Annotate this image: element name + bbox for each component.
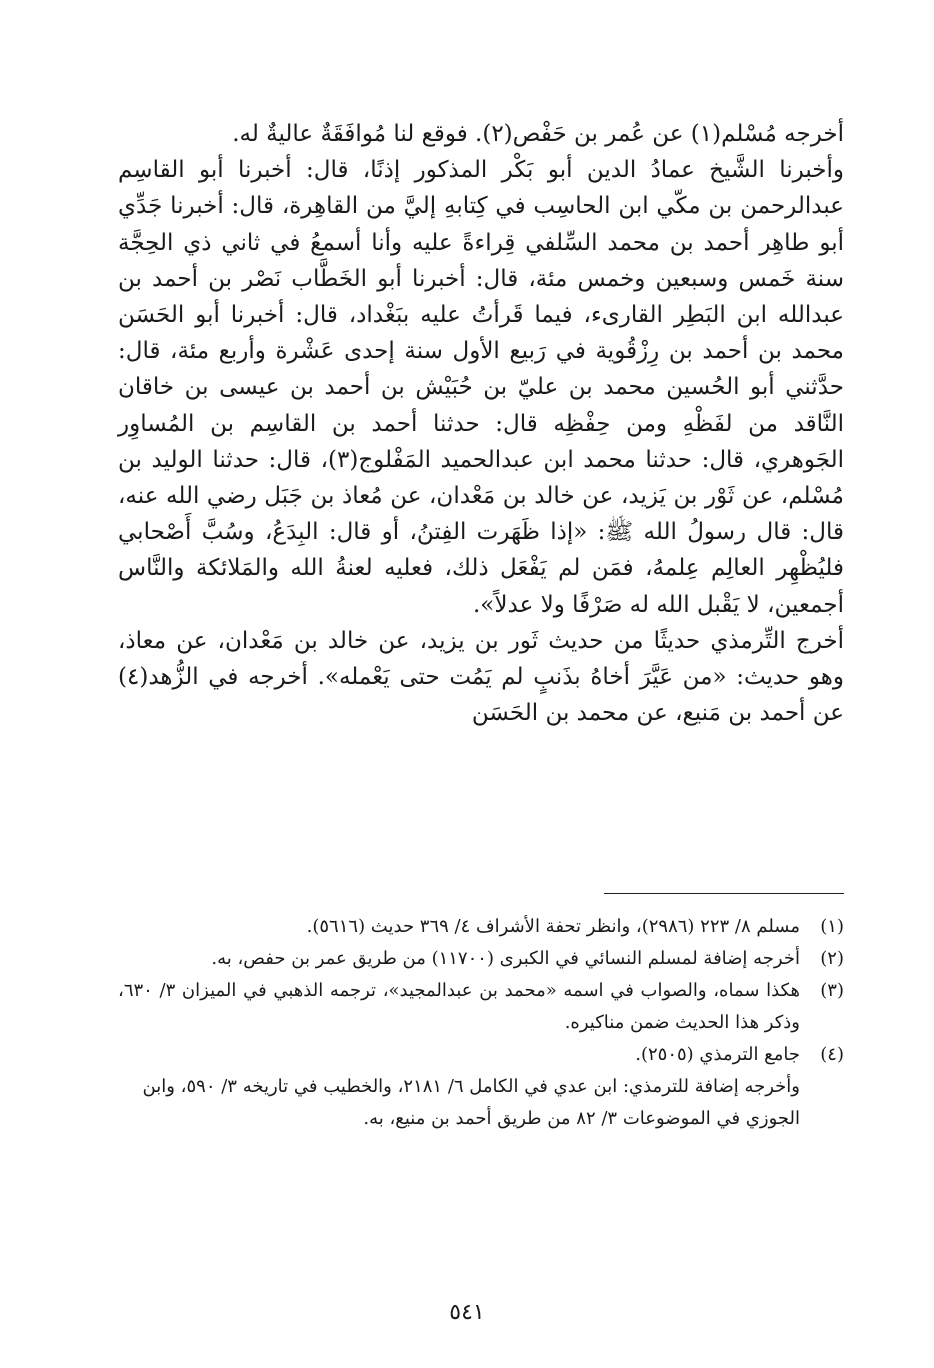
page-number: ٥٤١ — [449, 1300, 485, 1325]
footnote-number: (٣) — [820, 980, 844, 1001]
paragraph-3: أخرج التِّرمذي حديثًا من حديث ثَور بن يزيد، عن خالد بن مَعْدان، عن معاذ، وهو حديث: «من عَيَّرَ أخاهُ بذَنبٍ لم يَمُت حتى يَعْمله». أخرجه في الزُّهد(٤) عن أحمد بن مَنيع، عن محمد بن الحَسَن — [118, 627, 844, 727]
main-text — [118, 116, 844, 731]
footnotes — [118, 911, 844, 1135]
footnote-text: أخرجه إضافة لمسلم النسائي في الكبرى (١١٧٠٠) من طريق عمر بن حفص، به. — [211, 948, 800, 969]
paragraph-1: أخرجه مُسْلم(١) عن عُمر بن حَفْص(٢). فوقع لنا مُوافَقَةٌ عاليةٌ له. — [232, 121, 844, 147]
footnote-text: مسلم ٨/ ٢٢٣ (٢٩٨٦)، وانظر تحفة الأشراف ٤/ ٣٦٩ حديث (٥٦١٦). — [306, 916, 800, 937]
footnote-number: (١) — [820, 916, 844, 937]
footnote-2 — [118, 943, 844, 975]
footnote-4-continuation: وأخرجه إضافة للترمذي: ابن عدي في الكامل ٦/ ٢١٨١، والخطيب في تاريخه ٣/ ٥٩٠، وابن الجوزي في الموضوعات ٣/ ٨٢ من طريق أحمد بن منيع، به. — [142, 1076, 800, 1129]
footnote-text: هكذا سماه، والصواب في اسمه «محمد بن عبدالمجيد»، ترجمه الذهبي في الميزان ٣/ ٦٣٠، وذكر هذا الحديث ضمن مناكيره. — [118, 980, 800, 1033]
footnote-text: جامع الترمذي (٢٥٠٥). — [635, 1044, 800, 1065]
footnote-1 — [118, 911, 844, 943]
footnote-number: (٢) — [820, 948, 844, 969]
footnote-number: (٤) — [820, 1044, 844, 1065]
footnote-4 — [118, 1039, 844, 1071]
footnote-separator — [604, 893, 844, 894]
footnote-3 — [118, 975, 844, 1039]
paragraph-2: وأخبرنا الشَّيخ عمادُ الدين أبو بَكْر المذكور إذنًا، قال: أخبرنا أبو القاسِم عبدالرحمن بن مكّي ابن الحاسِب في كِتابهِ إليَّ من القاهِرة، قال: أخبرنا جَدِّي أبو طاهِر أحمد بن محمد السِّلفي قِراءةً عليه وأنا أسمعُ في ثاني ذي الحِجَّة سنة خَمس وسبعين وخمس مئة، قال: أخبرنا أبو الخَطَّاب نَصْر بن أحمد بن عبدالله ابن البَطِر القارىء، فيما قَرأتُ عليه ببَغْداد، قال: أخبرنا أبو الحَسَن محمد بن أحمد بن رِزْقُوية في رَبيع الأول سنة إحدى عَشْرة وأربع مئة، قال: حدَّثني أبو الحُسين محمد بن عليّ بن حُبَيْش بن أحمد بن عيسى بن خاقان النَّاقد من لفَظْهِ ومن حِفْظِه قال: حدثنا أحمد بن القاسِم بن المُساوِر الجَوهري، قال: حدثنا محمد ابن عبدالحميد المَفْلوج(٣)، قال: حدثنا الوليد بن مُسْلم، عن ثَوْر بن يَزيد، عن خالد بن مَعْدان، عن مُعاذ بن جَبَل رضي الله عنه، قال: قال رسولُ الله ﷺ: «إذا ظَهَرت الفِتنُ، أو قال: البِدَعُ، وسُبَّ أَصْحابي فليُظْهِر العالِم عِلمهُ، فمَن لم يَفْعَل ذلك، فعليه لعنةُ الله والمَلائكة والنَّاس أجمعين، لا يَقْبل الله له صَرْفًا ولا عدلاً». — [118, 157, 844, 618]
